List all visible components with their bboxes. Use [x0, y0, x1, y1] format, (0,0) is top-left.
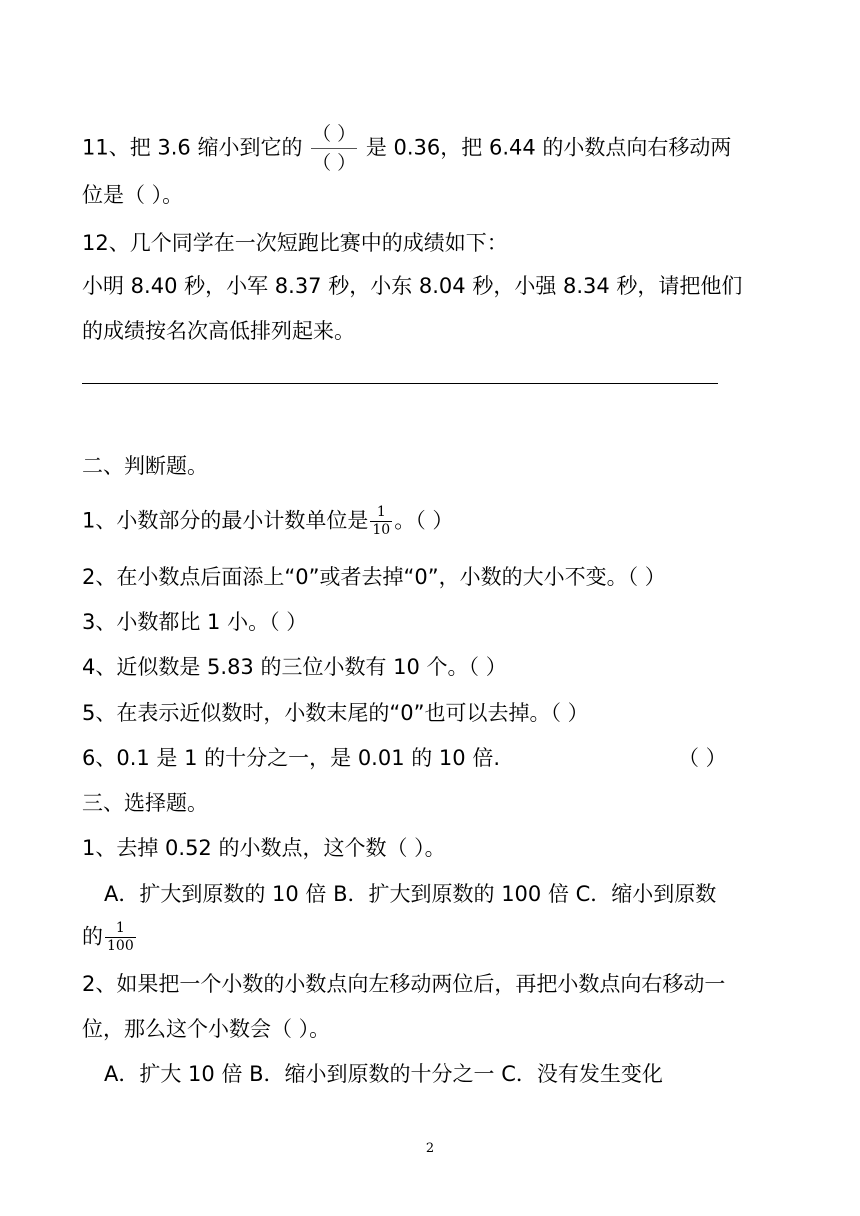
q11-text-part1: 11、把 3.6 缩小到它的	[82, 135, 303, 160]
item1-fraction-numerator: 1	[370, 505, 392, 522]
section3-q1-cont	[82, 921, 138, 954]
section3-q2-stem2: 位，那么这个小数会（ ）。	[82, 1017, 331, 1041]
q12-line2: 小明 8.40 秒，小军 8.37 秒，小东 8.04 秒，小强 8.34 秒，请把他们	[82, 274, 743, 298]
section3-q2-options: A．扩大 10 倍 B．缩小到原数的十分之一 C．没有发生变化	[104, 1062, 663, 1086]
section2-item-6-paren: （ ）	[678, 746, 727, 770]
q11-fraction-denominator: （ ）	[312, 152, 357, 174]
answer-line	[82, 383, 718, 384]
q1-fraction-denominator: 100	[107, 938, 134, 954]
item1-fraction-denominator: 10	[372, 522, 391, 538]
section2-item-1	[82, 505, 453, 538]
q1-fraction	[105, 921, 136, 954]
q12-line3: 的成绩按名次高低排列起来。	[82, 319, 355, 343]
item1-answer-paren: 。（ ）	[394, 508, 454, 533]
section2-title: 二、判断题。	[82, 454, 208, 478]
item1-fraction	[370, 505, 392, 538]
q11-line2: 位是（ ）。	[82, 183, 184, 207]
q11-line1	[82, 124, 731, 173]
section2-item-6: 6、0.1 是 1 的十分之一，是 0.01 的 10 倍.	[82, 746, 500, 770]
section3-title: 三、选择题。	[82, 791, 208, 815]
page-number: 2	[425, 1141, 435, 1156]
section2-item-2: 2、在小数点后面添上“0”或者去掉“0”，小数的大小不变。（ ）	[82, 565, 666, 589]
item1-text: 1、小数部分的最小计数单位是	[82, 508, 369, 533]
q11-fraction-blank	[311, 124, 357, 173]
section3-q1-options: A．扩大到原数的 10 倍 B．扩大到原数的 100 倍 C．缩小到原数	[104, 882, 717, 906]
q1-fraction-numerator: 1	[105, 921, 136, 938]
section3-q2-stem1: 2、如果把一个小数的小数点向左移动两位后，再把小数点向右移动一	[82, 972, 726, 996]
section3-q1-stem: 1、去掉 0.52 的小数点，这个数（ ）。	[82, 836, 446, 860]
q11-text-part2: 是 0.36，把 6.44 的小数点向右移动两	[365, 135, 732, 160]
section2-item-5: 5、在表示近似数时，小数末尾的“0”也可以去掉。（ ）	[82, 701, 589, 725]
q1-cont-text: 的	[82, 924, 103, 949]
section2-item-4: 4、近似数是 5.83 的三位小数有 10 个。（ ）	[82, 655, 507, 679]
section2-item-3: 3、小数都比 1 小。（ ）	[82, 610, 308, 634]
q12-line1: 12、几个同学在一次短跑比赛中的成绩如下：	[82, 231, 508, 255]
q11-fraction-numerator: （ ）	[311, 124, 357, 149]
